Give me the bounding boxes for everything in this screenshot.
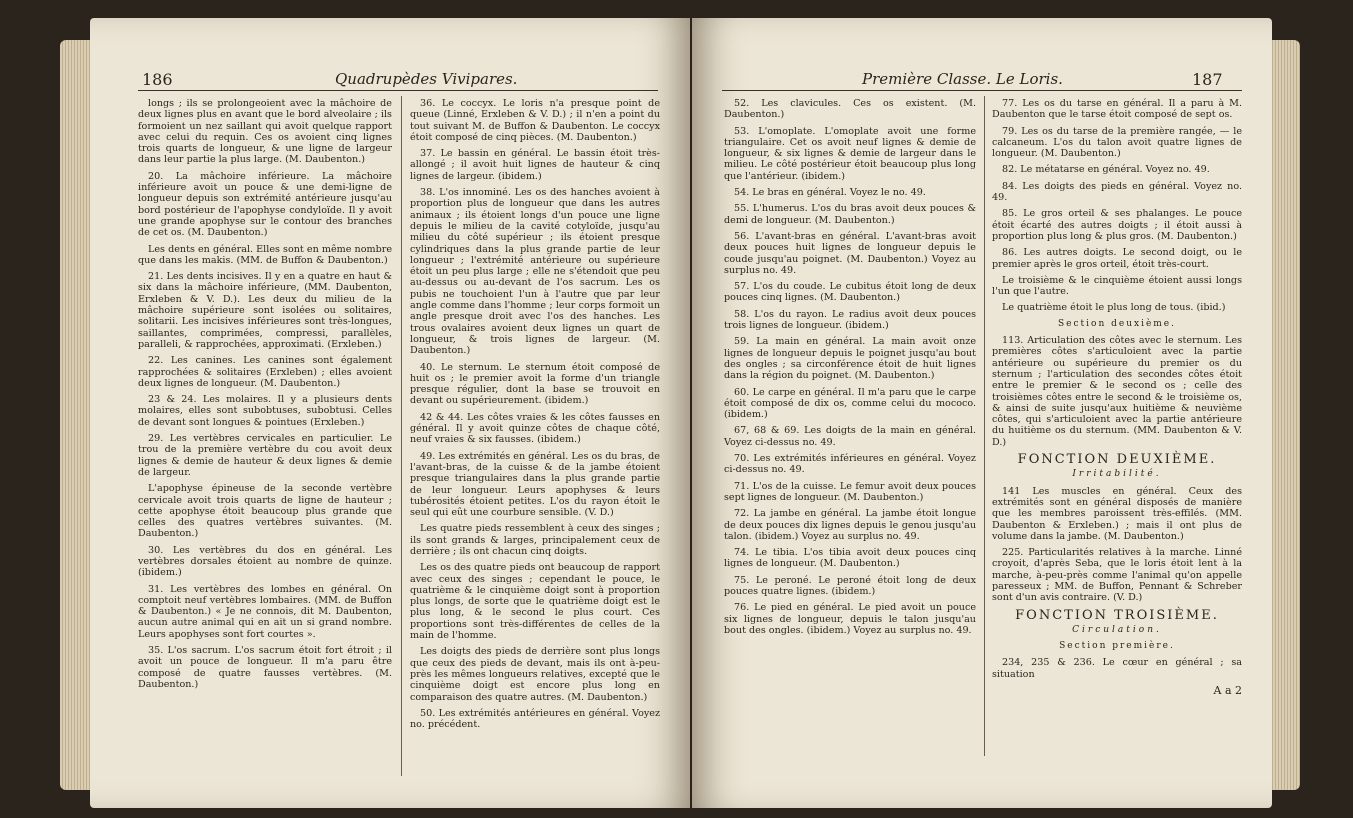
signature-mark: A a 2	[1213, 684, 1242, 698]
right-page-edges	[1270, 40, 1300, 790]
right-running-title: Première Classe. Le Loris.	[862, 70, 1063, 88]
paragraph: 58. L'os du rayon. Le radius avoit deux pouces trois lignes de longueur. (ibidem.)	[724, 308, 976, 332]
irritabilite-heading: Irritabilité.	[1072, 469, 1162, 480]
right-header-rule	[722, 90, 1242, 91]
paragraph: 37. Le bassin en général. Le bassin étoit très-allongé ; il avoit huit lignes de hauteur & cinq lignes de largeur. (ibidem.)	[410, 148, 660, 182]
paragraph: Les doigts des pieds de derrière sont plus longs que ceux des pieds de devant, mais ils ont à-peu-près les mêmes longueurs relatives, excepté que le cinquième doigt est encore plus long en comparaison des quatre autres. (M. Daubenton.)	[410, 646, 660, 703]
right-col2-part-c	[992, 486, 1242, 604]
paragraph: 53. L'omoplate. L'omoplate avoit une forme triangulaire. Cet os avoit neuf lignes & demie de longueur, & six lignes & demie de largeur dans le milieu. Le côté postérieur étoit beaucoup plus long que l'antérieur. (ibidem.)	[724, 125, 976, 182]
fonction-troisieme-heading: FONCTION TROISIÈME.	[1015, 607, 1219, 623]
paragraph: 57. L'os du coude. Le cubitus étoit long de deux pouces cinq lignes. (M. Daubenton.)	[724, 281, 976, 304]
paragraph: 35. L'os sacrum. L'os sacrum étoit fort étroit ; il avoit un pouce de longueur. Il m'a paru être composé de quatre fausses vertèbres. (M. Daubenton.)	[138, 645, 392, 690]
circulation-heading: Circulation.	[1072, 624, 1162, 635]
paragraph: 50. Les extrémités antérieures en général. Voyez no. précédent.	[410, 707, 660, 731]
right-column-divider	[984, 96, 985, 756]
book-spread	[60, 0, 1300, 818]
paragraph: 31. Les vertèbres des lombes en général. On comptoit neuf vertèbres lombaires. (MM. de Buffon & Daubenton.) « Je ne connois, dit M. Daubenton, aucun autre animal qui en ait un si grand nombre. Leurs apophyses sont fort courtes ».	[138, 583, 392, 640]
section-heading-deuxieme: Section deuxième.	[1058, 318, 1176, 329]
paragraph: 21. Les dents incisives. Il y en a quatre en haut & six dans la mâchoire inférieure, (MM. Daubenton, Erxleben & V. D.). Les deux du milieu de la mâchoire supérieure sont isolées ou solitaires, solitarii. Les incisives inférieures sont très-longues, saillantes, comprimées, compressi, parallèles, paralleli, & rapprochées, approximati. (Erxleben.)	[138, 271, 392, 350]
paragraph: longs ; ils se prolongeoient avec la mâchoire de deux lignes plus en avant que le bord alveolaire ; ils formoient un nez saillant qui avoit quelque rapport avec celui du requin. Ces os avoient cinq lignes trois quarts de longueur, & une ligne de largeur dans leur partie la plus large. (M. Daubenton.)	[138, 98, 392, 166]
left-page	[90, 18, 690, 808]
paragraph: Les os des quatre pieds ont beaucoup de rapport avec ceux des singes ; cependant le pouce, le quatrième & le cinquième doigt sont à proportion plus longs, de sorte que le quatrième doigt est le plus long, & le second le plus court. Ces proportions sont très-différentes de celles de la main de l'homme.	[410, 562, 660, 642]
paragraph: 55. L'humerus. L'os du bras avoit deux pouces & demi de longueur. (M. Daubenton.)	[724, 203, 976, 226]
paragraph: 77. Les os du tarse en général. Il a paru à M. Daubenton que le tarse étoit composé de sept os.	[992, 98, 1242, 121]
right-col2-part-b	[992, 335, 1242, 448]
paragraph: 79. Les os du tarse de la première rangée, — le calcaneum. L'os du talon avoit quatre lignes de longueur. (M. Daubenton.)	[992, 125, 1242, 160]
paragraph: 59. La main en général. La main avoit onze lignes de longueur depuis le poignet jusqu'au bout des ongles ; sa circonférence étoit de huit lignes dans la région du poignet. (M. Daubenton.)	[724, 336, 976, 382]
right-page-number: 187	[1192, 70, 1223, 89]
paragraph: 29. Les vertèbres cervicales en particulier. Le trou de la première vertèbre du cou avoit deux lignes & demie de hauteur & deux lignes & demie de largeur.	[138, 433, 392, 478]
right-col2-part-a	[992, 98, 1242, 314]
paragraph: 54. Le bras en général. Voyez le no. 49.	[734, 187, 926, 199]
left-running-title: Quadrupèdes Vivipares.	[335, 70, 518, 88]
left-column-1	[138, 98, 392, 695]
paragraph: 74. Le tibia. L'os tibia avoit deux pouces cinq lignes de longueur. (M. Daubenton.)	[724, 547, 976, 570]
paragraph: 76. Le pied en général. Le pied avoit un pouce six lignes de longueur, depuis le talon jusqu'au bout des ongles. (ibidem.) Voyez au surplus no. 49.	[724, 602, 976, 636]
paragraph: 30. Les vertèbres du dos en général. Les vertèbres dorsales étoient au nombre de quinze. (ibidem.)	[138, 544, 392, 579]
paragraph: 49. Les extrémités en général. Les os du bras, de l'avant-bras, de la cuisse & de la jambe étoient presque triangulaires dans la plus grande partie de leur longueur. Leurs apophyses & leurs tubérosités étoient petites. L'os du rayon étoit le seul qui eût une courbure sensible. (V. D.)	[410, 450, 660, 519]
paragraph: 75. Le peroné. Le peroné étoit long de deux pouces quatre lignes. (ibidem.)	[724, 574, 976, 597]
paragraph: 60. Le carpe en général. Il m'a paru que le carpe étoit composé de dix os, comme celui du mococo. (ibidem.)	[724, 386, 976, 421]
paragraph: 82. Le métatarse en général. Voyez no. 49.	[1002, 164, 1210, 176]
paragraph: 22. Les canines. Les canines sont également rapprochées & solitaires (Erxleben) ; elles avoient deux lignes de longueur. (M. Daubenton.)	[138, 355, 392, 389]
paragraph: L'apophyse épineuse de la seconde vertèbre cervicale avoit trois quarts de ligne de hauteur ; cette apophyse étoit beaucoup plus grande que celles des quatres vertèbres suivantes. (M. Daubenton.)	[138, 483, 392, 540]
paragraph: 20. La mâchoire inférieure. La mâchoire inférieure avoit un pouce & une demi-ligne de longueur depuis son extrémité antérieure jusqu'au bord postérieur de l'apophyse condyloïde. Il y avoit une grande apophyse sur le contour des branches de cet os. (M. Daubenton.)	[138, 170, 392, 239]
paragraph: 56. L'avant-bras en général. L'avant-bras avoit deux pouces huit lignes de longueur depuis le coude jusqu'au poignet. (M. Daubenton.) Voyez au surplus no. 49.	[724, 230, 976, 276]
paragraph: 72. La jambe en général. La jambe étoit longue de deux pouces dix lignes depuis le genou jusqu'au talon. (ibidem.) Voyez au surplus no. 49.	[724, 508, 976, 542]
paragraph: 38. L'os innominé. Les os des hanches avoient à proportion plus de longueur que dans les autres animaux ; ils étoient longs d'un pouce une ligne depuis le milieu de la cavité cotyloïde, jusqu'au milieu du côté supérieur ; ils étoient presque cylindriques dans la plus grande partie de leur longueur ; l'extrémité antérieure ou supérieure étoit un peu plus large ; elle ne s'étendoit que peu au-dessus ou au-devant de l'os sacrum. Les os pubis ne touchoient l'un à l'autre que par leur angle comme dans l'homme ; leur corps formoit un angle presque droit avec l'os des hanches. Les trous ovalaires avoient deux lignes un quart de longueur, & trois lignes de largeur. (M. Daubenton.)	[410, 187, 660, 357]
paragraph: Les dents en général. Elles sont en même nombre que dans les makis. (MM. de Buffon & Daubenton.)	[138, 243, 392, 266]
paragraph: Le troisième & le cinquième étoient aussi longs l'un que l'autre.	[992, 274, 1242, 298]
right-col2-part-d	[992, 657, 1242, 680]
paragraph: 36. Le coccyx. Le loris n'a presque point de queue (Linné, Erxleben & V. D.) ; il n'en a point du tout suivant M. de Buffon & Daubenton. Le coccyx étoit composé de cinq pièces. (M. Daubenton.)	[410, 98, 660, 143]
left-column-2	[410, 98, 660, 735]
right-column-1	[724, 98, 976, 641]
paragraph: 234, 235 & 236. Le cœur en général ; sa situation	[992, 657, 1242, 680]
paragraph: 86. Les autres doigts. Le second doigt, ou le premier après le gros orteil, étoit très-court.	[992, 247, 1242, 270]
paragraph: Les quatre pieds ressemblent à ceux des singes ; ils sont grands & larges, principalement ceux de derrière ; ils ont chacun cinq doigts.	[410, 523, 660, 557]
paragraph: 42 & 44. Les côtes vraies & les côtes fausses en général. Il y avoit quinze côtes de chaque côté, neuf vraies & six fausses. (ibidem.)	[410, 411, 660, 446]
paragraph: 67, 68 & 69. Les doigts de la main en général. Voyez ci-dessus no. 49.	[724, 425, 976, 448]
paragraph: 23 & 24. Les molaires. Il y a plusieurs dents molaires, elles sont subobtuses, subobtusi. Celles de devant sont longues & pointues (Erxleben.)	[138, 394, 392, 428]
paragraph: 52. Les clavicules. Ces os existent. (M. Daubenton.)	[724, 98, 976, 121]
left-page-edges	[60, 40, 92, 790]
fonction-deuxieme-heading: FONCTION DEUXIÈME.	[1017, 452, 1217, 468]
paragraph: 70. Les extrémités inférieures en général. Voyez ci-dessus no. 49.	[724, 453, 976, 476]
left-header-rule	[138, 90, 658, 91]
paragraph: 113. Articulation des côtes avec le sternum. Les premières côtes s'articuloient avec la partie antérieure ou supérieure du premier os du sternum ; l'articulation des secondes côtes étoit entre le premier & le second os ; celle des troisièmes côtes entre le second & le troisième os, & ainsi de suite jusqu'aux huitième & neuvième côtes, qui s'articuloient avec la partie antérieure du huitième os du sternum. (MM. Daubenton & V. D.)	[992, 335, 1242, 448]
paragraph: 225. Particularités relatives à la marche. Linné croyoit, d'après Seba, que le loris étoit lent à la marche, à-peu-près comme l'animal qu'on appelle paresseux ; MM. de Buffon, Pennant & Schreber sont d'un avis contraire. (V. D.)	[992, 547, 1242, 604]
right-page	[692, 18, 1272, 808]
paragraph: 84. Les doigts des pieds en général. Voyez no. 49.	[992, 180, 1242, 204]
paragraph: Le quatrième étoit le plus long de tous. (ibid.)	[1002, 302, 1226, 314]
paragraph: 71. L'os de la cuisse. Le femur avoit deux pouces sept lignes de longueur. (M. Daubenton.)	[724, 480, 976, 503]
paragraph: 40. Le sternum. Le sternum étoit composé de huit os ; le premier avoit la forme d'un triangle presque régulier, dont la base se trouvoit en devant ou supérieurement. (ibidem.)	[410, 361, 660, 407]
left-column-divider	[401, 96, 402, 776]
section-heading-premiere: Section première.	[1059, 641, 1175, 652]
left-page-number: 186	[142, 70, 173, 89]
paragraph: 141 Les muscles en général. Ceux des extrémités sont en général disposés de manière que les membres paroissent très-effilés. (MM. Daubenton & Erxleben.) ; mais il ont plus de volume dans la jambe. (M. Daubenton.)	[992, 485, 1242, 542]
right-column-2	[992, 98, 1242, 696]
paragraph: 85. Le gros orteil & ses phalanges. Le pouce étoit écarté des autres doigts ; il étoit aussi à proportion plus long & plus gros. (M. Daubenton.)	[992, 208, 1242, 242]
